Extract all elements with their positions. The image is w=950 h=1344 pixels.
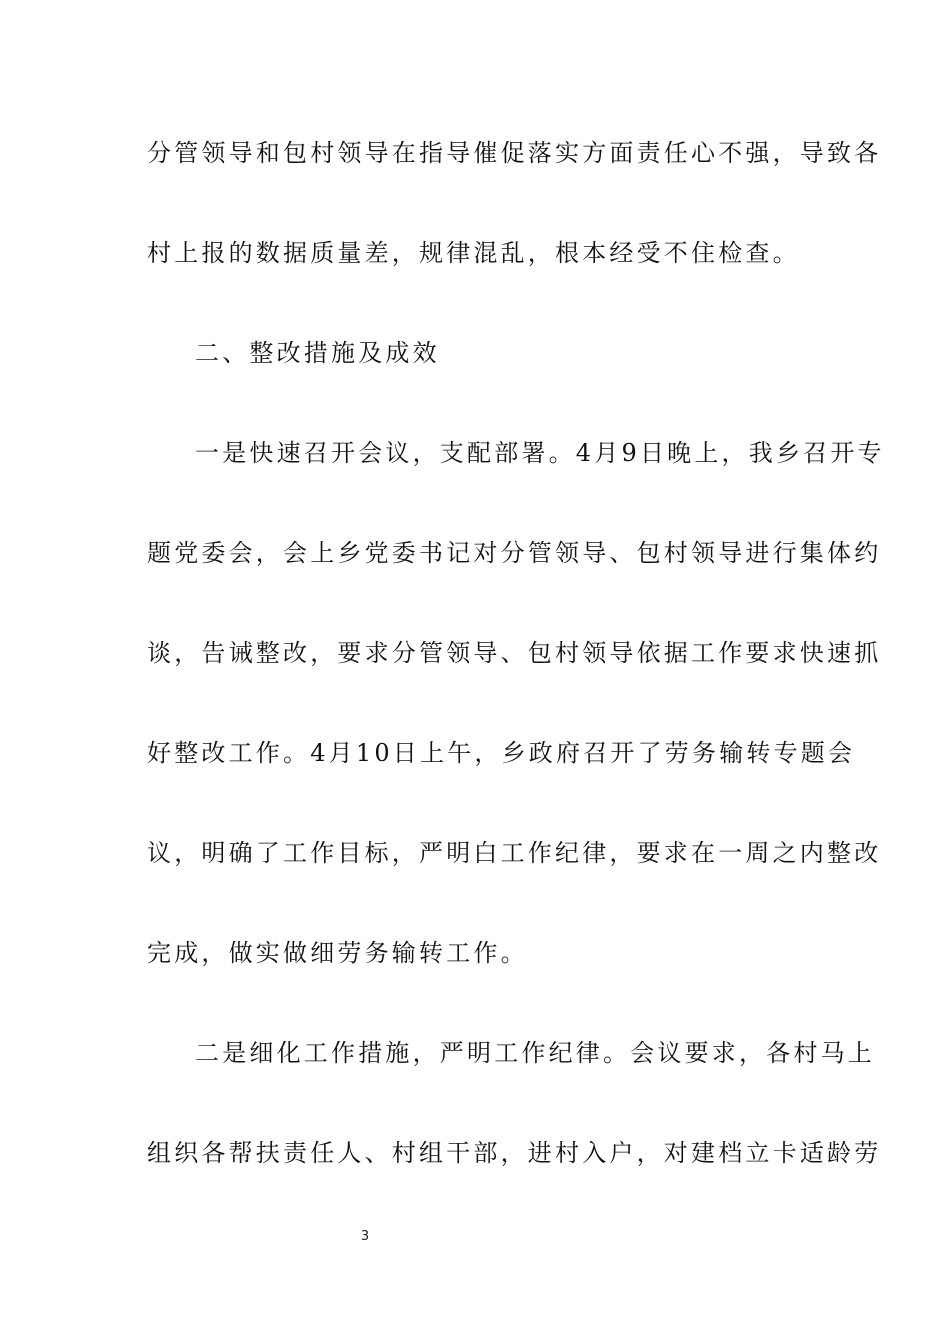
body-text-line: 好整改工作。4月10日上午，乡政府召开了劳务输转专题会	[147, 739, 856, 767]
body-text-line: 组织各帮扶责任人、村组干部，进村入户，对建档立卡适龄劳	[147, 1139, 882, 1167]
body-text-line: 分管领导和包村领导在指导催促落实方面责任心不强，导致各	[147, 139, 882, 167]
paragraph-first-line: 一是快速召开会议，支配部署。4月9日晚上，我乡召开专	[195, 439, 885, 467]
body-text-line: 谈，告诫整改，要求分管领导、包村领导依据工作要求快速抓	[147, 639, 882, 667]
body-text-line: 村上报的数据质量差，规律混乱，根本经受不住检查。	[147, 239, 800, 267]
body-text-line: 完成，做实做细劳务输转工作。	[147, 939, 528, 967]
page-number: 3	[360, 1229, 370, 1244]
section-heading: 二、整改措施及成效	[195, 339, 440, 367]
paragraph-first-line: 二是细化工作措施，严明工作纪律。会议要求，各村马上	[195, 1039, 875, 1067]
body-text-line: 题党委会，会上乡党委书记对分管领导、包村领导进行集体约	[147, 539, 882, 567]
body-text-line: 议，明确了工作目标，严明白工作纪律，要求在一周之内整改	[147, 839, 882, 867]
